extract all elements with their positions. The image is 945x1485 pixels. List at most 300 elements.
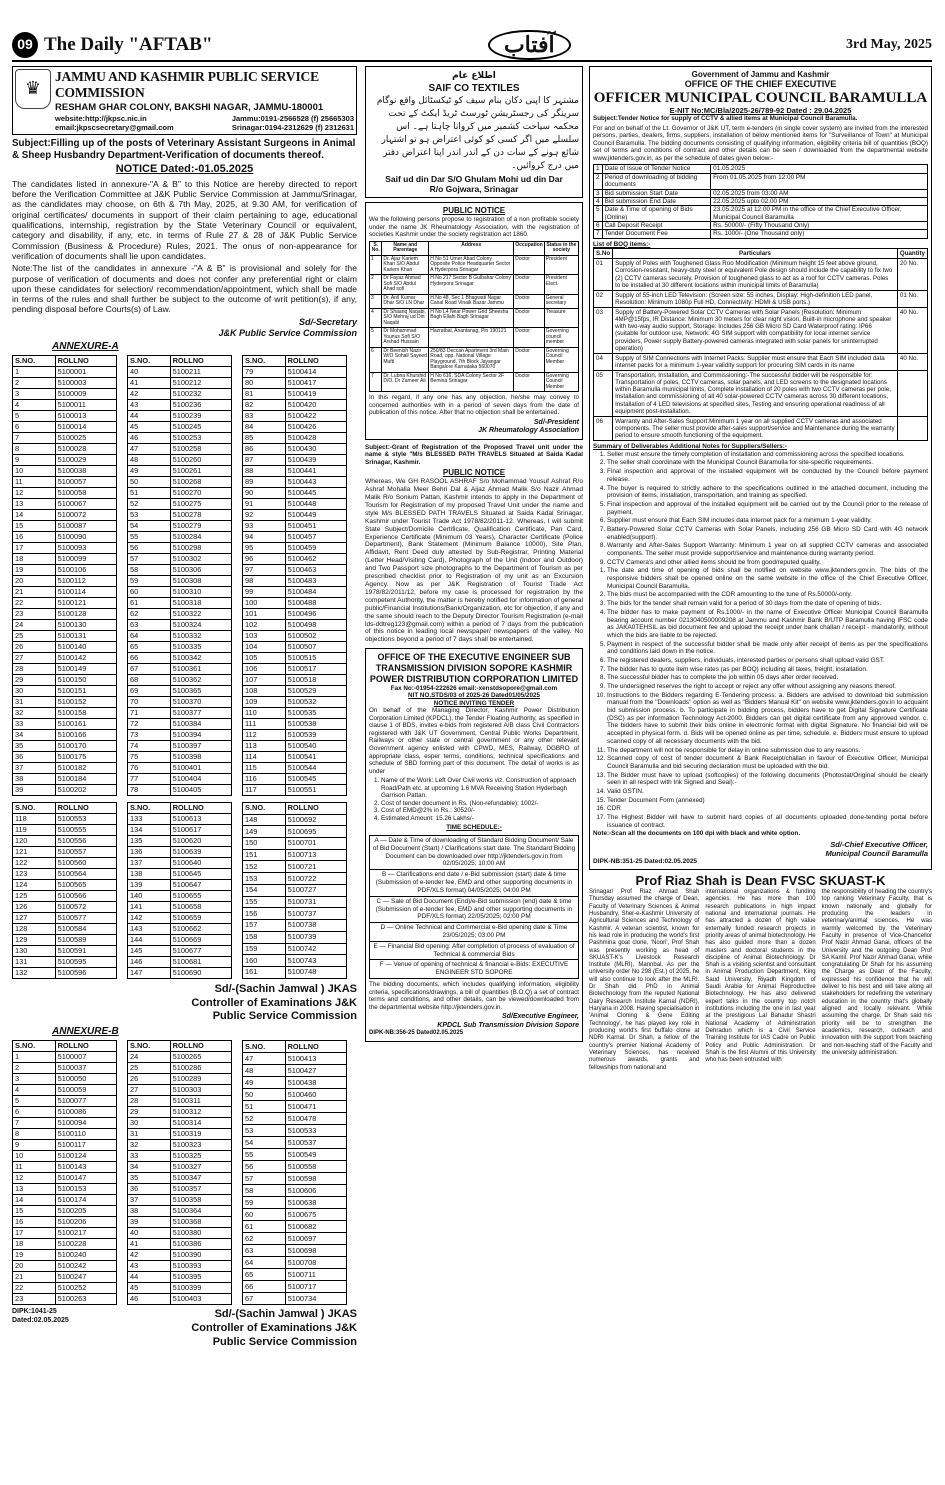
roll-row bbox=[243, 630, 347, 641]
roll-row bbox=[128, 1074, 232, 1085]
sno-cell: 35 bbox=[13, 740, 56, 751]
rollno-cell: 5100717 bbox=[285, 1281, 346, 1293]
kpdcl-work-list bbox=[369, 777, 579, 822]
sno-cell: 46 bbox=[128, 1294, 171, 1305]
rollno-cell: 5100358 bbox=[170, 1195, 231, 1206]
sno-cell: 32 bbox=[13, 707, 56, 718]
member-cell: Doctor bbox=[514, 372, 545, 392]
roll-table bbox=[127, 1040, 232, 1305]
sno-cell: 57 bbox=[243, 1173, 286, 1185]
sno-cell: 97 bbox=[243, 564, 286, 575]
roll-row bbox=[13, 1173, 117, 1184]
rollno-cell: 5100639 bbox=[170, 846, 231, 857]
sno-cell: 105 bbox=[243, 652, 286, 663]
rollno-cell: 5100738 bbox=[285, 920, 346, 932]
roll-row bbox=[128, 421, 232, 432]
sno-cell: 44 bbox=[128, 410, 171, 421]
sno-cell: 21 bbox=[13, 586, 56, 597]
roll-row bbox=[243, 421, 347, 432]
roll-row bbox=[243, 849, 347, 861]
roll-row bbox=[243, 955, 347, 967]
sno-cell: 64 bbox=[128, 630, 171, 641]
roll-row bbox=[128, 762, 232, 773]
rollno-cell: 5100390 bbox=[170, 1250, 231, 1261]
sno-cell: 147 bbox=[128, 967, 171, 978]
rollno-cell: 5100130 bbox=[55, 619, 116, 630]
roll-row bbox=[128, 520, 232, 531]
sno-cell: 42 bbox=[128, 388, 171, 399]
rollno-cell: 5100549 bbox=[285, 1149, 346, 1161]
saif-urdu-head: اطلاع عام bbox=[452, 71, 496, 81]
sno-cell: 16 bbox=[13, 1217, 56, 1228]
rollno-cell: 5100403 bbox=[170, 1294, 231, 1305]
rollno-cell: 5100325 bbox=[170, 1151, 231, 1162]
coe-sig-line1: Sd/-(Sachin Jamwal ) JKAS bbox=[214, 982, 357, 995]
sno-cell: 61 bbox=[128, 597, 171, 608]
sno-cell: 76 bbox=[128, 762, 171, 773]
sno-cell: 30 bbox=[128, 1118, 171, 1129]
term-item: 14. Valid GSTIN. bbox=[607, 788, 928, 796]
summary-title: Summary of Deliverables Additional Notes for Suppliers/Sellers:- bbox=[593, 443, 787, 451]
sno-header: S.NO. bbox=[13, 355, 56, 366]
roll-row bbox=[243, 920, 347, 932]
sno-cell: 22 bbox=[13, 597, 56, 608]
roll-row bbox=[243, 784, 347, 795]
sno-cell: 118 bbox=[13, 813, 56, 824]
member-cell: H No L4 Near Power Grid Sheesha Bagh Ellahi Bagh Srinagar bbox=[429, 308, 514, 328]
sno-cell: 57 bbox=[128, 553, 171, 564]
coe-signature-b bbox=[191, 1308, 357, 1349]
term-item: 6. The registered dealers, suppliers, individuals, interested parties or persons shall upload valid GST. bbox=[607, 657, 928, 665]
sno-cell: 37 bbox=[13, 762, 56, 773]
roll-row bbox=[243, 487, 347, 498]
roll-row bbox=[128, 945, 232, 956]
sno-cell: 112 bbox=[243, 729, 286, 740]
sno-cell: 143 bbox=[128, 923, 171, 934]
rollno-cell: 5100398 bbox=[170, 751, 231, 762]
schedule-cell: Date of Issue of Tender Notice bbox=[602, 165, 711, 173]
baramulla-tender bbox=[589, 66, 932, 1072]
sno-cell: 22 bbox=[13, 1283, 56, 1294]
rollno-header: ROLLNO bbox=[55, 802, 116, 813]
sno-cell: 113 bbox=[243, 740, 286, 751]
rollno-header: ROLLNO bbox=[170, 355, 231, 366]
term-item: 3. The bids for the tender shall remain valid for a period of 30 days from the date of opening of bids. bbox=[607, 600, 928, 608]
rollno-header: ROLLNO bbox=[55, 355, 116, 366]
boq-row bbox=[594, 308, 928, 354]
roll-row bbox=[13, 1162, 117, 1173]
roll-row bbox=[128, 729, 232, 740]
roll-row bbox=[243, 476, 347, 487]
roll-row bbox=[128, 901, 232, 912]
roll-table bbox=[12, 355, 117, 796]
roll-row bbox=[13, 377, 117, 388]
rollno-cell: 5100284 bbox=[170, 531, 231, 542]
rollno-cell: 5100205 bbox=[55, 1206, 116, 1217]
rollno-cell: 5100471 bbox=[285, 1101, 346, 1113]
schedule-cell: Date & Time of opening of Bids (Online) bbox=[602, 206, 711, 222]
roll-row bbox=[128, 1129, 232, 1140]
sno-cell: 52 bbox=[128, 498, 171, 509]
roll-row bbox=[13, 542, 117, 553]
rollno-cell: 5100541 bbox=[285, 751, 346, 762]
roll-row bbox=[243, 826, 347, 838]
rollno-cell: 5100697 bbox=[285, 1233, 346, 1245]
sno-cell: 89 bbox=[243, 476, 286, 487]
baramulla-office: OFFICE OF THE CHIEF EXECUTIVE bbox=[684, 79, 837, 90]
sno-cell: 9 bbox=[13, 1140, 56, 1151]
sno-cell: 34 bbox=[13, 729, 56, 740]
roll-row bbox=[13, 1129, 117, 1140]
roll-row bbox=[243, 751, 347, 762]
roll-row bbox=[13, 718, 117, 729]
sno-cell: 35 bbox=[128, 1173, 171, 1184]
roll-row bbox=[243, 674, 347, 685]
jkpsc-sig-secretary: Sd/-Secretary bbox=[298, 316, 357, 327]
roll-row bbox=[243, 1185, 347, 1197]
kpdcl-body: On behalf of the Managing Director, Kashmir Power Distribution Corporation Limited (KPDCL), the Tender Floating Authority, as specified in clause 1 of BDS, invites e-bids from registered A/B class Civil Contractors registered with J&K UT Government, Central Public Works Department, Railways or other state or central government or any other relevant Government agency enlisted with CPWD, MES, Railway, DGBRO of appropriate class, esper terms, conditions, technical specifications and schedule of SBD forming part of this document. The detail of works is as under bbox=[369, 707, 579, 775]
sno-cell: 16 bbox=[13, 531, 56, 542]
rollno-cell: 5100438 bbox=[285, 1077, 346, 1089]
boq-cell: 05 bbox=[594, 371, 613, 417]
roll-row bbox=[13, 1184, 117, 1195]
rollno-cell: 5100658 bbox=[170, 901, 231, 912]
rollno-cell: 5100598 bbox=[285, 1173, 346, 1185]
member-cell: Hazratbal, Anantanag, Pin 190121 bbox=[429, 328, 514, 348]
roll-row bbox=[243, 729, 347, 740]
rollno-cell: 5100242 bbox=[55, 1261, 116, 1272]
roll-table bbox=[242, 1040, 347, 1305]
sno-cell: 142 bbox=[128, 912, 171, 923]
roll-row bbox=[243, 432, 347, 443]
schedule-cell: Tender Document Fee bbox=[602, 230, 711, 238]
schedule-cell: 22.05.2025 upto 02.00 PM bbox=[711, 197, 928, 205]
roll-row bbox=[13, 1272, 117, 1283]
member-cell: 1 bbox=[370, 255, 382, 275]
roll-row bbox=[243, 896, 347, 908]
schedule-cell: Bid submission End Date bbox=[602, 197, 711, 205]
schedule-cell: Rs. 1000/- (One Thousand only) bbox=[711, 230, 928, 238]
sno-cell: 127 bbox=[13, 912, 56, 923]
annexure-a-block1 bbox=[12, 355, 357, 796]
schedule-cell: Call Deposit Receipt bbox=[602, 221, 711, 229]
rollno-cell: 5100449 bbox=[285, 509, 346, 520]
roll-row bbox=[128, 1206, 232, 1217]
roll-row bbox=[128, 542, 232, 553]
roll-row bbox=[13, 685, 117, 696]
schedule-cell: 1 bbox=[594, 165, 603, 173]
schedule-cell: 5 bbox=[594, 206, 603, 222]
sno-cell: 30 bbox=[13, 685, 56, 696]
rollno-cell: 5100003 bbox=[55, 377, 116, 388]
sno-cell: 8 bbox=[13, 443, 56, 454]
sno-cell: 41 bbox=[128, 1239, 171, 1250]
sno-cell: 71 bbox=[128, 707, 171, 718]
roll-row bbox=[128, 1096, 232, 1107]
rollno-cell: 5100212 bbox=[170, 377, 231, 388]
sno-cell: 56 bbox=[128, 542, 171, 553]
rollno-cell: 5100405 bbox=[170, 784, 231, 795]
rollno-cell: 5100606 bbox=[285, 1185, 346, 1197]
rollno-cell: 5100384 bbox=[170, 718, 231, 729]
baramulla-enit: E-NIT No:MC/Bla/2025-26/789-92 Dated : 29.04.2025 bbox=[669, 106, 852, 116]
member-cell: Governing council member bbox=[544, 328, 578, 348]
sno-cell: 27 bbox=[13, 652, 56, 663]
roll-row bbox=[243, 1293, 347, 1305]
roll-row bbox=[13, 729, 117, 740]
rollno-cell: 5100265 bbox=[170, 1052, 231, 1063]
roll-row bbox=[243, 509, 347, 520]
sno-cell: 108 bbox=[243, 685, 286, 696]
rollno-cell: 5100009 bbox=[55, 388, 116, 399]
roll-row bbox=[243, 707, 347, 718]
roll-row bbox=[128, 432, 232, 443]
kpdcl-nit-title: NOTICE INVITING TENDER bbox=[433, 699, 515, 707]
rheuma-notice bbox=[365, 202, 583, 440]
sno-cell: 58 bbox=[128, 564, 171, 575]
sno-cell: 40 bbox=[128, 366, 171, 377]
rollno-cell: 5100460 bbox=[285, 1089, 346, 1101]
kpdcl-title: OFFICE OF THE EXECUTIVE ENGINEER SUB TRANSMISSION DIVISION SOPORE KASHMIR POWER DISTRIBUTION CORPORATION LIMITED bbox=[369, 652, 579, 684]
roll-table bbox=[127, 802, 232, 979]
rollno-cell: 5100498 bbox=[285, 619, 346, 630]
roll-row bbox=[128, 399, 232, 410]
member-cell: H No 616, SDA Colony Sector 2F Bemina Srinagar bbox=[429, 372, 514, 392]
coe-signature-a bbox=[12, 983, 357, 1024]
sno-cell: 55 bbox=[128, 531, 171, 542]
roll-row bbox=[13, 663, 117, 674]
rollno-cell: 5100335 bbox=[170, 641, 231, 652]
summary-item: 7. Battery-Powered Solar CCTV Cameras with Solar Panels, including 256 GB Micro SD Card with 4G network enabled(support). bbox=[607, 526, 928, 541]
rollno-cell: 5100613 bbox=[170, 813, 231, 824]
sno-cell: 130 bbox=[13, 945, 56, 956]
member-cell: Dr. Anil Kumar Dhar S/O LN Dhar bbox=[382, 294, 429, 308]
sno-cell: 9 bbox=[13, 454, 56, 465]
sno-cell: 62 bbox=[128, 608, 171, 619]
roll-row bbox=[13, 520, 117, 531]
sno-cell: 125 bbox=[13, 890, 56, 901]
rollno-cell: 5100544 bbox=[285, 762, 346, 773]
sno-cell: 4 bbox=[13, 1085, 56, 1096]
sno-cell: 60 bbox=[128, 586, 171, 597]
term-item: 10. Instructions to the Bidders regarding E-Tendering process: a. Bidders are advised to download bid submission manual from the "Downloads" option as well as "Bidders Manual Kit" on website www.jktenders.gov.in to acquaint bid submission process. b. To participate in bidding process, bidders have to get Digital Signature Certificate (DSC) as per information Technology Act-2000. Bidders can get digital certificate from any approved vendor. c. The bidders have to submit their bids online in electronic format with digital Signature. No financial bid will be accepted in physical form. d. Bids will be opened online as per time, schedule. e. Bidders must ensure to upload scanned copy of all necessary documents with the bid. bbox=[607, 692, 928, 746]
rollno-header: ROLLNO bbox=[285, 802, 346, 814]
rollno-cell: 5100106 bbox=[55, 564, 116, 575]
roll-row bbox=[128, 1063, 232, 1074]
member-row bbox=[370, 328, 579, 348]
rollno-cell: 5100086 bbox=[55, 1107, 116, 1118]
rollno-cell: 5100577 bbox=[55, 912, 116, 923]
rollno-cell: 5100393 bbox=[170, 1261, 231, 1272]
rollno-cell: 5100395 bbox=[170, 1272, 231, 1283]
roll-row bbox=[128, 674, 232, 685]
roll-table bbox=[242, 355, 347, 796]
sno-cell: 72 bbox=[128, 718, 171, 729]
roll-row bbox=[13, 1085, 117, 1096]
rollno-cell: 5100537 bbox=[285, 1137, 346, 1149]
rollno-cell: 5100306 bbox=[170, 564, 231, 575]
sno-cell: 62 bbox=[243, 1233, 286, 1245]
sno-cell: 94 bbox=[243, 531, 286, 542]
roll-row bbox=[128, 956, 232, 967]
rheuma-members-table bbox=[369, 241, 579, 393]
boq-cell: 04 bbox=[594, 353, 613, 370]
travels-notice bbox=[365, 444, 583, 644]
rollno-cell: 5100414 bbox=[285, 366, 346, 377]
sno-cell: 73 bbox=[128, 729, 171, 740]
rollno-header: ROLLNO bbox=[285, 355, 346, 366]
roll-row bbox=[128, 1052, 232, 1063]
roll-row bbox=[243, 943, 347, 955]
baramulla-gov: Government of Jammu and Kashmir bbox=[691, 70, 830, 79]
boq-cell: Transportation, Installation, and Commissioning:-The successful bidder will be responsible for: Transportation of poles, CCTV cameras, solar panels, and LED screens to the designated locations within Baramulla municipal limits, Complete installation of 20 poles with two CCTV cameras per pole, Installation and commissioning of all 40 solar-powered CCTV cameras across 30 different locations, Installation of 4 LED televisions at specified sites, Testing and ensuring operational readiness of all equipment post-installation. bbox=[613, 371, 898, 417]
jkpsc-subject: Subject:Filling up of the posts of Veterinary Assistant Surgeons in Animal & Sheep Husbandry Department-Verification of documents thereof. bbox=[12, 137, 356, 161]
rollno-cell: 5100463 bbox=[285, 564, 346, 575]
sno-cell: 104 bbox=[243, 641, 286, 652]
member-cell: 4 bbox=[370, 308, 382, 328]
rollno-cell: 5100236 bbox=[170, 399, 231, 410]
sno-cell: 55 bbox=[243, 1149, 286, 1161]
sno-cell: 99 bbox=[243, 586, 286, 597]
schedule-row bbox=[594, 173, 928, 189]
sno-cell: 119 bbox=[13, 824, 56, 835]
roll-row bbox=[243, 861, 347, 873]
sno-cell: 20 bbox=[13, 1261, 56, 1272]
summary-item: 2. The seller shall coordinate with the Municipal Council Baramulla for site-specific requirements. bbox=[607, 459, 928, 467]
jkpsc-para2: Note:The list of the candidates in annexure -"A & B" is provisional and solely for the purpose of verification of documents and does not confer any preferential right or claim upon these candidates for selection/ recommendation/appointment, which shall be made in terms of the rules and shall further be subject to the outcome of writ petition(s), if any, pending disposal before Courts(s) of Law. bbox=[12, 263, 357, 315]
rollno-cell: 5100386 bbox=[170, 1239, 231, 1250]
dipk-number: DIPK:1041-25 bbox=[12, 1308, 57, 1316]
rheuma-sig1: Sd/-President bbox=[533, 418, 579, 426]
baramulla-subject: Subject:Tender Notice for supply of CCTV & allied items at Municipal Council Baramulla. bbox=[593, 115, 858, 123]
sno-cell: 79 bbox=[243, 366, 286, 377]
sno-cell: 139 bbox=[128, 879, 171, 890]
term-item: 15. Tender Document Form (annexed) bbox=[607, 797, 928, 805]
roll-row bbox=[128, 1140, 232, 1151]
rollno-cell: 5100131 bbox=[55, 630, 116, 641]
member-cell: Doctor bbox=[514, 255, 545, 275]
roll-row bbox=[13, 498, 117, 509]
roll-row bbox=[128, 868, 232, 879]
roll-row bbox=[128, 967, 232, 978]
sno-cell: 148 bbox=[243, 814, 286, 826]
travels-subject: Subject:-Grant of Registration of the Proposed Travel unit under the name & style "M/s BLESSED PATH TRAVELS Situated at Saida Kadal Srinagar, Kashmir. bbox=[365, 443, 583, 466]
sno-cell: 158 bbox=[243, 931, 286, 943]
member-cell: Dr. Ajaz Kariem Khan S/O Abdul Kariem Khan bbox=[382, 255, 429, 275]
rheuma-sig2: JK Rheumatology Association bbox=[478, 427, 579, 435]
schedule-cell: Rs. 50000/- (Fifty Thousand Only) bbox=[711, 221, 928, 229]
rollno-cell: 5100742 bbox=[285, 943, 346, 955]
roll-row bbox=[13, 1206, 117, 1217]
rollno-cell: 5100535 bbox=[285, 707, 346, 718]
roll-row bbox=[243, 542, 347, 553]
rollno-cell: 5100308 bbox=[170, 575, 231, 586]
roll-row bbox=[13, 901, 117, 912]
sno-cell: 27 bbox=[128, 1085, 171, 1096]
rollno-cell: 5100681 bbox=[170, 956, 231, 967]
roll-row bbox=[13, 1250, 117, 1261]
roll-row bbox=[128, 476, 232, 487]
roll-row bbox=[243, 443, 347, 454]
roll-row bbox=[13, 868, 117, 879]
dean-headline: Prof Riaz Shah is Dean FVSC SKUAST-K bbox=[635, 873, 886, 889]
sno-cell: 63 bbox=[128, 619, 171, 630]
roll-row bbox=[243, 1173, 347, 1185]
rollno-cell: 5100228 bbox=[55, 1239, 116, 1250]
rollno-cell: 5100151 bbox=[55, 685, 116, 696]
masthead bbox=[12, 30, 932, 62]
sno-cell: 17 bbox=[13, 542, 56, 553]
roll-row bbox=[128, 890, 232, 901]
roll-row bbox=[243, 1149, 347, 1161]
roll-row bbox=[128, 813, 232, 824]
work-item: 2. Cost of tender document in Rs. (Non-refundable): 1002/- bbox=[381, 800, 579, 808]
member-cell: Dr Fayaz Ahmad Sofi S/O Abdul Ahad sofi bbox=[382, 275, 429, 295]
sno-cell: 58 bbox=[243, 1185, 286, 1197]
rollno-cell: 5100240 bbox=[55, 1250, 116, 1261]
roll-row bbox=[13, 1283, 117, 1294]
rollno-cell: 5100545 bbox=[285, 773, 346, 784]
rollno-cell: 5100322 bbox=[170, 608, 231, 619]
coe-sig-b-line2: Controller of Examinations J&K bbox=[191, 1322, 357, 1335]
page-number: 09 bbox=[12, 32, 38, 58]
roll-row bbox=[128, 857, 232, 868]
sno-cell: 59 bbox=[128, 575, 171, 586]
rollno-cell: 5100057 bbox=[55, 476, 116, 487]
roll-row bbox=[13, 1195, 117, 1206]
sno-cell: 146 bbox=[128, 956, 171, 967]
boq-header: Quantity bbox=[897, 249, 927, 259]
sno-cell: 96 bbox=[243, 553, 286, 564]
jkpsc-jammu-phone: Jammu:0191-2566528 (f) 25665303 bbox=[231, 113, 354, 123]
rollno-cell: 5100441 bbox=[285, 465, 346, 476]
sno-cell: 7 bbox=[13, 432, 56, 443]
rollno-cell: 5100357 bbox=[170, 1184, 231, 1195]
member-row bbox=[370, 347, 579, 372]
sno-cell: 101 bbox=[243, 608, 286, 619]
roll-row bbox=[13, 652, 117, 663]
rollno-cell: 5100701 bbox=[285, 838, 346, 850]
rollno-cell: 5100538 bbox=[285, 718, 346, 729]
rollno-cell: 5100502 bbox=[285, 630, 346, 641]
rollno-cell: 5100713 bbox=[285, 849, 346, 861]
sno-header: S.NO. bbox=[243, 1041, 286, 1053]
roll-row bbox=[128, 663, 232, 674]
jkpsc-email: email:jkpscsecretary@gmail.com bbox=[55, 122, 174, 132]
rollno-cell: 5100166 bbox=[55, 729, 116, 740]
roll-row bbox=[128, 619, 232, 630]
roll-row bbox=[13, 824, 117, 835]
roll-row bbox=[128, 1162, 232, 1173]
rollno-cell: 5100459 bbox=[285, 542, 346, 553]
member-cell: Doctor bbox=[514, 294, 545, 308]
sno-cell: 155 bbox=[243, 896, 286, 908]
roll-row bbox=[13, 1074, 117, 1085]
rollno-cell: 5100149 bbox=[55, 663, 116, 674]
rollno-header: ROLLNO bbox=[170, 802, 231, 813]
sno-cell: 133 bbox=[128, 813, 171, 824]
sno-cell: 6 bbox=[13, 1107, 56, 1118]
roll-row bbox=[13, 1294, 117, 1305]
kpdcl-sig1: Sd/Executive Engineer, bbox=[501, 1013, 579, 1021]
roll-row bbox=[243, 597, 347, 608]
rollno-cell: 5100143 bbox=[55, 1162, 116, 1173]
rollno-cell: 5100584 bbox=[55, 923, 116, 934]
rollno-cell: 5100289 bbox=[170, 1074, 231, 1085]
rollno-cell: 5100443 bbox=[285, 476, 346, 487]
roll-row bbox=[128, 879, 232, 890]
rollno-cell: 5100404 bbox=[170, 773, 231, 784]
